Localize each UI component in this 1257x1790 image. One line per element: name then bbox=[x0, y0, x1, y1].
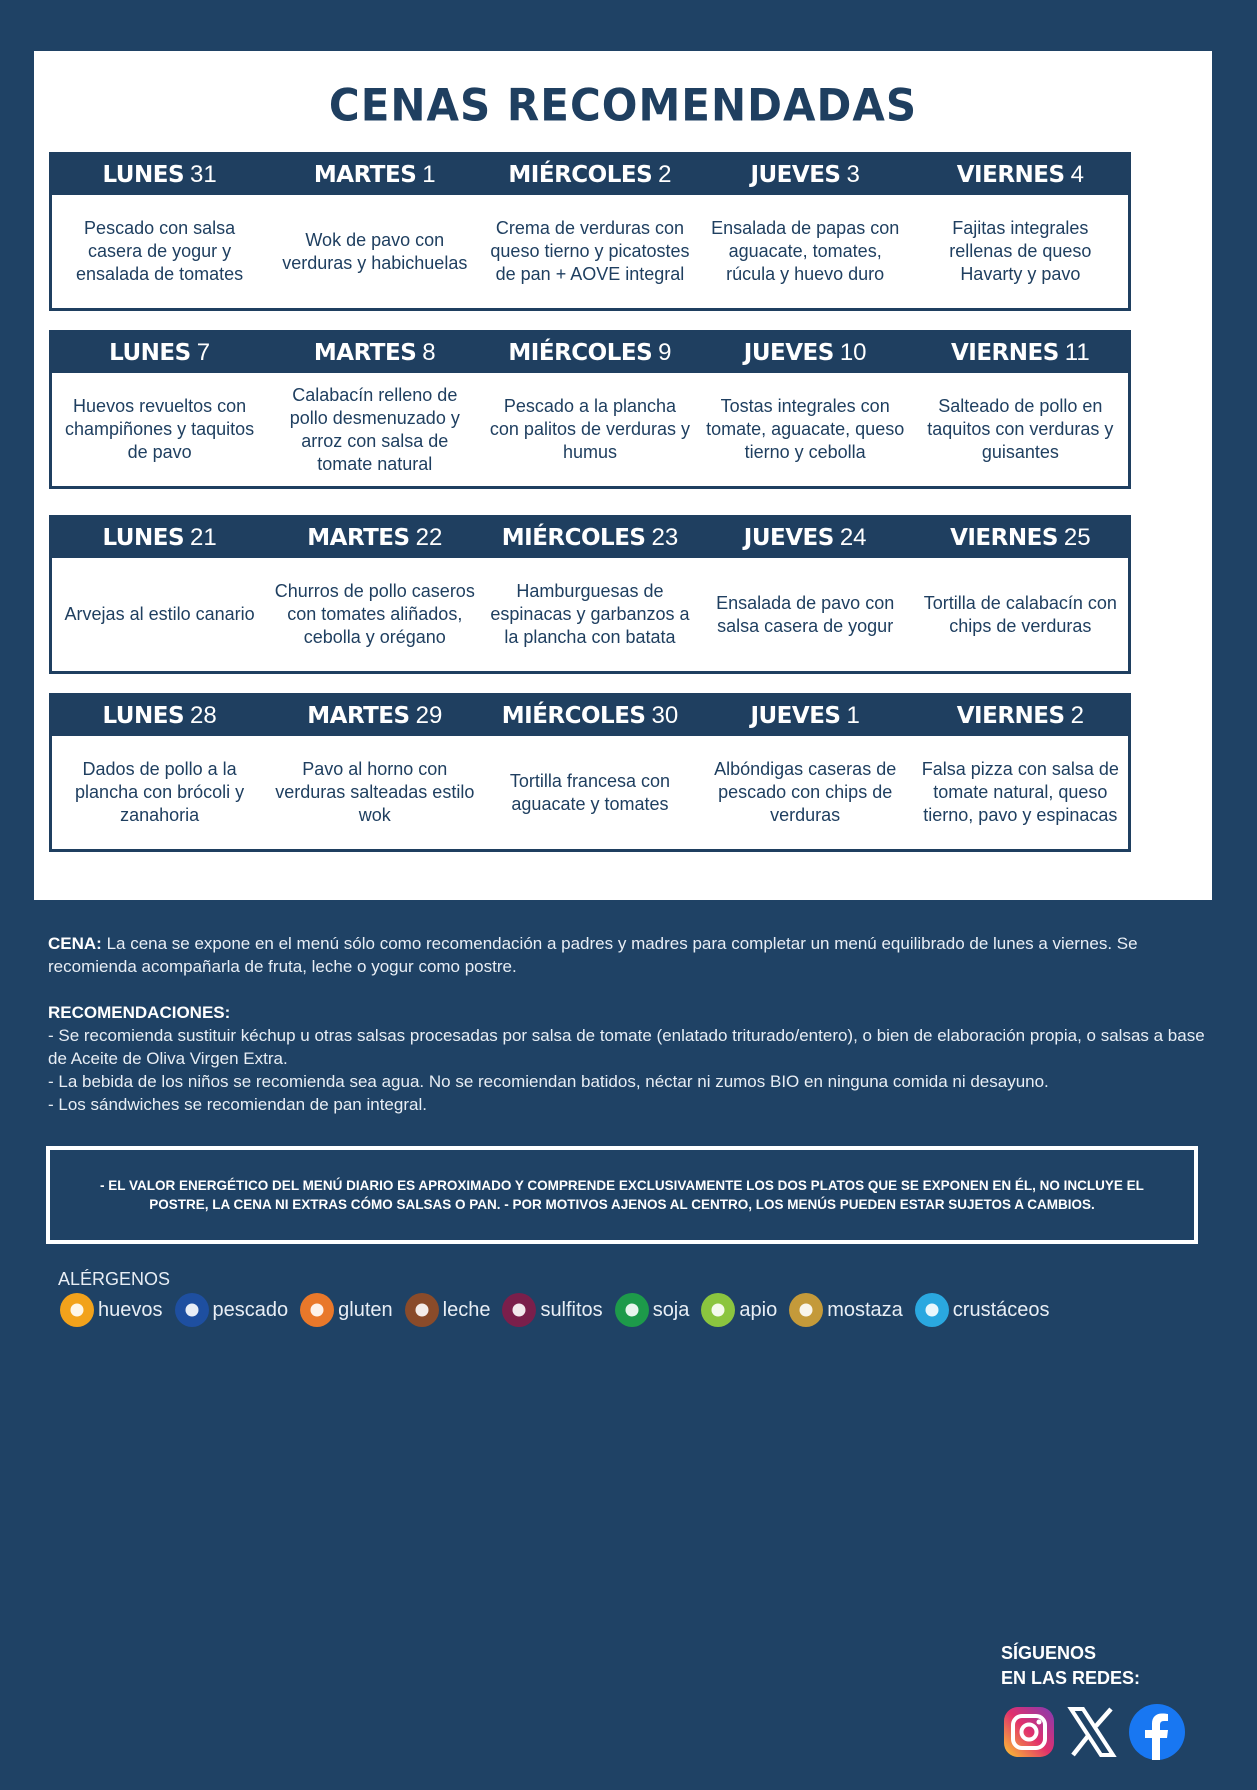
allergen-label: sulfitos bbox=[540, 1298, 603, 1321]
dish-cell: Churros de pollo caseros con tomates aliñados, cebolla y orégano bbox=[274, 581, 475, 647]
day-number: 25 bbox=[1063, 524, 1091, 551]
allergen-item bbox=[175, 1293, 289, 1327]
allergen-label: mostaza bbox=[827, 1298, 903, 1321]
week-table bbox=[49, 330, 1131, 489]
day-number: 1 bbox=[846, 702, 860, 729]
dish-cell: Arvejas al estilo canario bbox=[64, 604, 255, 624]
day-name: MIÉRCOLES bbox=[508, 162, 653, 188]
day-number: 29 bbox=[415, 702, 443, 729]
allergen-label: apio bbox=[739, 1298, 778, 1321]
recommendation-2: - La bebida de los niños se recomienda sea agua. No se recomiendan batidos, néctar ni zumos BIO en ninguna comida ni desayuno. bbox=[48, 1072, 1049, 1091]
day-header bbox=[913, 161, 1128, 189]
dish-cell: Dados de pollo a la plancha con brócoli y zanahoria bbox=[75, 759, 245, 825]
week-dishes-row bbox=[52, 195, 1128, 308]
day-header bbox=[482, 702, 697, 730]
day-name: VIERNES bbox=[956, 162, 1065, 188]
day-name: MARTES bbox=[313, 340, 417, 366]
day-name: LUNES bbox=[102, 703, 185, 729]
day-header bbox=[698, 339, 913, 367]
milk-icon bbox=[405, 1293, 439, 1327]
allergen-label: pescado bbox=[212, 1298, 289, 1321]
day-name: LUNES bbox=[102, 162, 185, 188]
allergen-item bbox=[915, 1293, 1050, 1327]
day-number: 10 bbox=[839, 339, 867, 366]
day-header bbox=[52, 161, 267, 189]
allergen-label: huevos bbox=[98, 1298, 163, 1321]
dish-cell: Fajitas integrales rellenas de queso Havarty y pavo bbox=[949, 218, 1092, 284]
allergen-label: leche bbox=[442, 1298, 491, 1321]
recommendation-3: - Los sándwiches se recomiendan de pan integral. bbox=[48, 1095, 427, 1114]
dish-cell: Falsa pizza con salsa de tomate natural, queso tierno, pavo y espinacas bbox=[921, 759, 1119, 825]
day-number: 30 bbox=[651, 702, 679, 729]
dish-cell: Salteado de pollo en taquitos con verduras y guisantes bbox=[927, 396, 1114, 462]
day-header bbox=[698, 161, 913, 189]
day-name: MARTES bbox=[307, 703, 410, 729]
allergens-legend bbox=[60, 1293, 1062, 1327]
social-title bbox=[1001, 1641, 1140, 1691]
day-header bbox=[913, 702, 1128, 730]
allergen-item bbox=[300, 1293, 393, 1327]
allergen-item bbox=[60, 1293, 163, 1327]
dish-cell: Huevos revueltos con champiñones y taquitos de pavo bbox=[65, 396, 255, 462]
crab-icon bbox=[915, 1293, 949, 1327]
day-number: 4 bbox=[1070, 161, 1084, 188]
dish-cell: Tostas integrales con tomate, aguacate, queso tierno y cebolla bbox=[706, 396, 905, 462]
cena-note bbox=[48, 932, 1218, 978]
allergen-item bbox=[701, 1293, 777, 1327]
week-header-row bbox=[52, 696, 1128, 736]
day-name: VIERNES bbox=[950, 525, 1058, 551]
day-name: JUEVES bbox=[750, 703, 841, 729]
day-number: 3 bbox=[846, 161, 860, 188]
day-name: LUNES bbox=[102, 525, 185, 551]
disclaimer-box bbox=[46, 1146, 1198, 1244]
day-name: VIERNES bbox=[950, 340, 1059, 366]
recommendations-label: RECOMENDACIONES: bbox=[48, 1003, 231, 1022]
disclaimer-text: - EL VALOR ENERGÉTICO DEL MENÚ DIARIO ES APROXIMADO Y COMPRENDE EXCLUSIVAMENTE LOS DOS PLATOS QUE SE EXPONEN EN ÉL, NO INCLUYE EL POSTRE, LA CENA NI EXTRAS CÓMO SALSAS O PAN. - POR MOTIVOS AJENOS AL CENTRO, LOS MENÚS PUEDEN ESTAR SUJETOS A CAMBIOS. bbox=[100, 1178, 1144, 1212]
day-name: MARTES bbox=[313, 162, 417, 188]
dish-cell: Tortilla francesa con aguacate y tomates bbox=[509, 770, 670, 814]
allergen-item bbox=[502, 1293, 602, 1327]
day-number: 23 bbox=[651, 524, 679, 551]
mustard-icon bbox=[789, 1293, 823, 1327]
day-number: 9 bbox=[658, 339, 672, 366]
dish-cell: Ensalada de pavo con salsa casera de yogur bbox=[716, 592, 895, 636]
week-dishes-row bbox=[52, 373, 1128, 486]
dish-cell: Crema de verduras con queso tierno y picatostes de pan + AOVE integral bbox=[490, 218, 690, 284]
day-header bbox=[698, 524, 913, 552]
day-header bbox=[52, 339, 267, 367]
allergen-label: soja bbox=[652, 1298, 690, 1321]
day-header bbox=[913, 524, 1128, 552]
notes-section bbox=[48, 932, 1218, 1116]
allergen-label: gluten bbox=[338, 1298, 393, 1321]
day-header bbox=[267, 161, 482, 189]
dish-cell: Pescado a la plancha con palitos de verduras y humus bbox=[489, 396, 691, 462]
day-header bbox=[52, 702, 267, 730]
day-name: MIÉRCOLES bbox=[501, 703, 646, 729]
social-title-line-1: SÍGUENOS bbox=[1001, 1643, 1097, 1663]
day-number: 2 bbox=[1070, 702, 1084, 729]
week-header-row bbox=[52, 333, 1128, 373]
facebook-icon[interactable] bbox=[1127, 1702, 1187, 1767]
day-header bbox=[698, 702, 913, 730]
week-table bbox=[49, 515, 1131, 674]
day-number: 24 bbox=[839, 524, 867, 551]
wheat-icon bbox=[300, 1293, 334, 1327]
dish-cell: Wok de pavo con verduras y habichuelas bbox=[282, 229, 468, 273]
day-name: LUNES bbox=[109, 340, 191, 366]
dish-cell: Hamburguesas de espinacas y garbanzos a la plancha con batata bbox=[490, 581, 690, 647]
day-number: 8 bbox=[422, 339, 436, 366]
x-icon[interactable] bbox=[1067, 1705, 1117, 1764]
cena-text: La cena se expone en el menú sólo como recomendación a padres y madres para completar un menú equilibrado de lunes a viernes. Se recomienda acompañarla de fruta, leche o yogur como postre. bbox=[48, 934, 1138, 976]
instagram-icon[interactable] bbox=[1001, 1704, 1057, 1765]
dish-cell: Ensalada de papas con aguacate, tomates, rúcula y huevo duro bbox=[711, 218, 900, 284]
dish-cell: Pescado con salsa casera de yogur y ensalada de tomates bbox=[76, 218, 244, 284]
day-header bbox=[267, 524, 482, 552]
day-name: MIÉRCOLES bbox=[508, 340, 653, 366]
week-header-row bbox=[52, 155, 1128, 195]
dish-cell: Albóndigas caseras de pescado con chips de verduras bbox=[714, 759, 897, 825]
day-number: 1 bbox=[422, 161, 436, 188]
day-name: MIÉRCOLES bbox=[501, 525, 646, 551]
dish-cell: Pavo al horno con verduras salteadas estilo wok bbox=[275, 759, 475, 825]
day-number: 2 bbox=[658, 161, 672, 188]
allergens-label: ALÉRGENOS bbox=[58, 1269, 171, 1289]
fish-icon bbox=[175, 1293, 209, 1327]
week-dishes-row bbox=[52, 736, 1128, 849]
day-name: MARTES bbox=[307, 525, 410, 551]
day-number: 11 bbox=[1064, 339, 1090, 366]
day-header bbox=[913, 339, 1128, 367]
day-name: JUEVES bbox=[750, 162, 841, 188]
social-title-line-2: EN LAS REDES: bbox=[1001, 1668, 1141, 1688]
allergen-item bbox=[615, 1293, 690, 1327]
sulfites-icon bbox=[502, 1293, 536, 1327]
day-name: JUEVES bbox=[743, 525, 834, 551]
day-name: VIERNES bbox=[956, 703, 1065, 729]
allergen-label: crustáceos bbox=[952, 1298, 1050, 1321]
day-header bbox=[267, 702, 482, 730]
day-header bbox=[267, 339, 482, 367]
celery-icon bbox=[701, 1293, 735, 1327]
week-header-row bbox=[52, 518, 1128, 558]
day-header bbox=[52, 524, 267, 552]
egg-icon bbox=[60, 1293, 94, 1327]
day-header bbox=[482, 161, 697, 189]
day-number: 22 bbox=[415, 524, 443, 551]
day-number: 7 bbox=[196, 339, 211, 366]
day-number: 21 bbox=[190, 524, 217, 551]
week-table bbox=[49, 152, 1131, 311]
day-number: 31 bbox=[190, 161, 217, 188]
week-dishes-row bbox=[52, 558, 1128, 671]
soy-icon bbox=[615, 1293, 649, 1327]
dish-cell: Tortilla de calabacín con chips de verduras bbox=[923, 592, 1117, 636]
day-header bbox=[482, 339, 697, 367]
day-header bbox=[482, 524, 697, 552]
page-title: CENAS RECOMENDADAS bbox=[328, 79, 918, 132]
week-table bbox=[49, 693, 1131, 852]
allergen-item bbox=[789, 1293, 903, 1327]
social-links bbox=[1001, 1702, 1197, 1767]
allergen-item bbox=[405, 1293, 491, 1327]
cena-label: CENA: bbox=[48, 934, 102, 953]
recommendation-1: - Se recomienda sustituir kéchup u otras salsas procesadas por salsa de tomate (enlatado triturado/entero), o bien de elaboración propia, o salsas a base de Aceite de Oliva Virgen Extra. bbox=[48, 1026, 1205, 1068]
dish-cell: Calabacín relleno de pollo desmenuzado y arroz con salsa de tomate natural bbox=[289, 384, 460, 474]
day-name: JUEVES bbox=[743, 340, 834, 366]
day-number: 28 bbox=[190, 702, 217, 729]
